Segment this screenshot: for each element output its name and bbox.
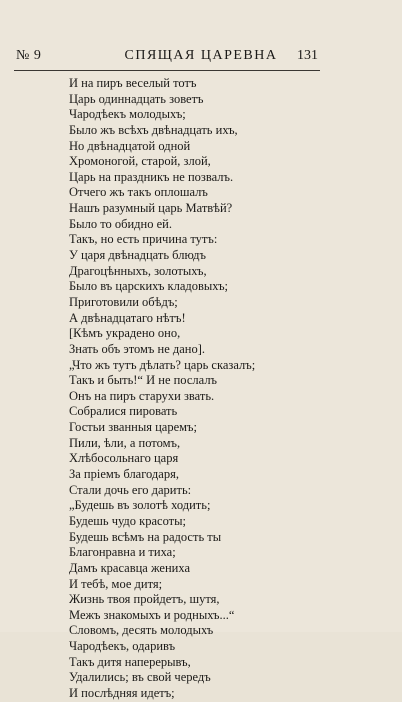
issue-number: № 9 bbox=[16, 48, 42, 63]
poem-line: Стали дочь его дарить: bbox=[69, 482, 192, 497]
poem-line: Отчего жъ такъ оплошалъ bbox=[69, 185, 208, 200]
poem-line: „Будешь въ золотѣ ходить; bbox=[69, 498, 211, 513]
poem-line: Но двѣнадцатой одной bbox=[69, 138, 191, 153]
poem-line: Онъ на пиръ старухи звать. bbox=[69, 388, 215, 403]
poem-line: Собралися пировать bbox=[69, 404, 178, 419]
poem-line: Благонравна и тиха; bbox=[69, 545, 176, 560]
page-number: 131 bbox=[297, 48, 318, 63]
poem-line: И послѣдняя идетъ; bbox=[69, 685, 175, 700]
poem-line: Такъ дитя наперерывъ, bbox=[69, 654, 191, 669]
poem-line: Словомъ, десять молодыхъ bbox=[69, 623, 214, 638]
poem-line: Чародѣекъ молодыхъ; bbox=[69, 107, 186, 122]
poem-line: Царь на праздникъ не позвалъ. bbox=[69, 169, 234, 184]
header-rule bbox=[14, 70, 320, 71]
poem-line: Чародѣекъ, одаривъ bbox=[69, 639, 176, 654]
poem-line: Хромоногой, старой, злой, bbox=[69, 154, 211, 169]
poem-line: И на пиръ веселый тотъ bbox=[69, 76, 197, 90]
running-title: СПЯЩАЯ ЦАРЕВНА bbox=[124, 48, 278, 63]
page-header bbox=[0, 48, 402, 68]
poem-line: Межъ знакомыхъ и родныхъ...“ bbox=[69, 607, 235, 622]
poem-line: Такъ и быть!“ И не послалъ bbox=[69, 373, 218, 388]
poem-line: Было то обидно ей. bbox=[69, 216, 172, 231]
poem-line: Знать объ этомъ не дано]. bbox=[69, 341, 206, 356]
poem-line: „Что жъ тутъ дѣлать? царь сказалъ; bbox=[69, 357, 256, 372]
poem-line: Было въ царскихъ кладовыхъ; bbox=[69, 279, 229, 294]
poem-line: Нашъ разумный царь Матвѣй? bbox=[69, 201, 233, 216]
poem-line: А двѣнадцатаго нѣтъ! bbox=[69, 310, 186, 325]
poem-line: Драгоцѣнныхъ, золотыхъ, bbox=[69, 263, 207, 278]
poem-line: У царя двѣнадцать блюдъ bbox=[69, 248, 206, 263]
poem-line: Царь одиннадцать зоветъ bbox=[69, 91, 204, 106]
poem-line: За пріемъ благодаря, bbox=[69, 467, 179, 482]
poem-line: Такъ, но есть причина тутъ: bbox=[69, 232, 218, 247]
poem-line: Жизнь твоя пройдетъ, шутя, bbox=[69, 592, 220, 607]
poem-line: Пили, ѣли, а потомъ, bbox=[69, 435, 181, 450]
poem-line: Хлѣбосольнаго царя bbox=[69, 451, 179, 466]
poem-line: Приготовили обѣдъ; bbox=[69, 294, 178, 309]
poem-line: Будешь чудо красоты; bbox=[69, 513, 187, 528]
poem-line: Будешь всѣмъ на радость ты bbox=[69, 529, 222, 544]
poem-line: И тебѣ, мое дитя; bbox=[69, 576, 163, 591]
poem-line: Гостьи званныя царемъ; bbox=[69, 420, 197, 435]
poem-text bbox=[69, 76, 339, 702]
poem-line: [Кѣмъ украдено оно, bbox=[69, 326, 181, 341]
poem-line: Удалились; въ свой чередъ bbox=[69, 670, 211, 685]
poem-line: Дамъ красавца жениха bbox=[69, 560, 190, 575]
poem-line: Было жъ всѣхъ двѣнадцать ихъ, bbox=[69, 122, 238, 137]
